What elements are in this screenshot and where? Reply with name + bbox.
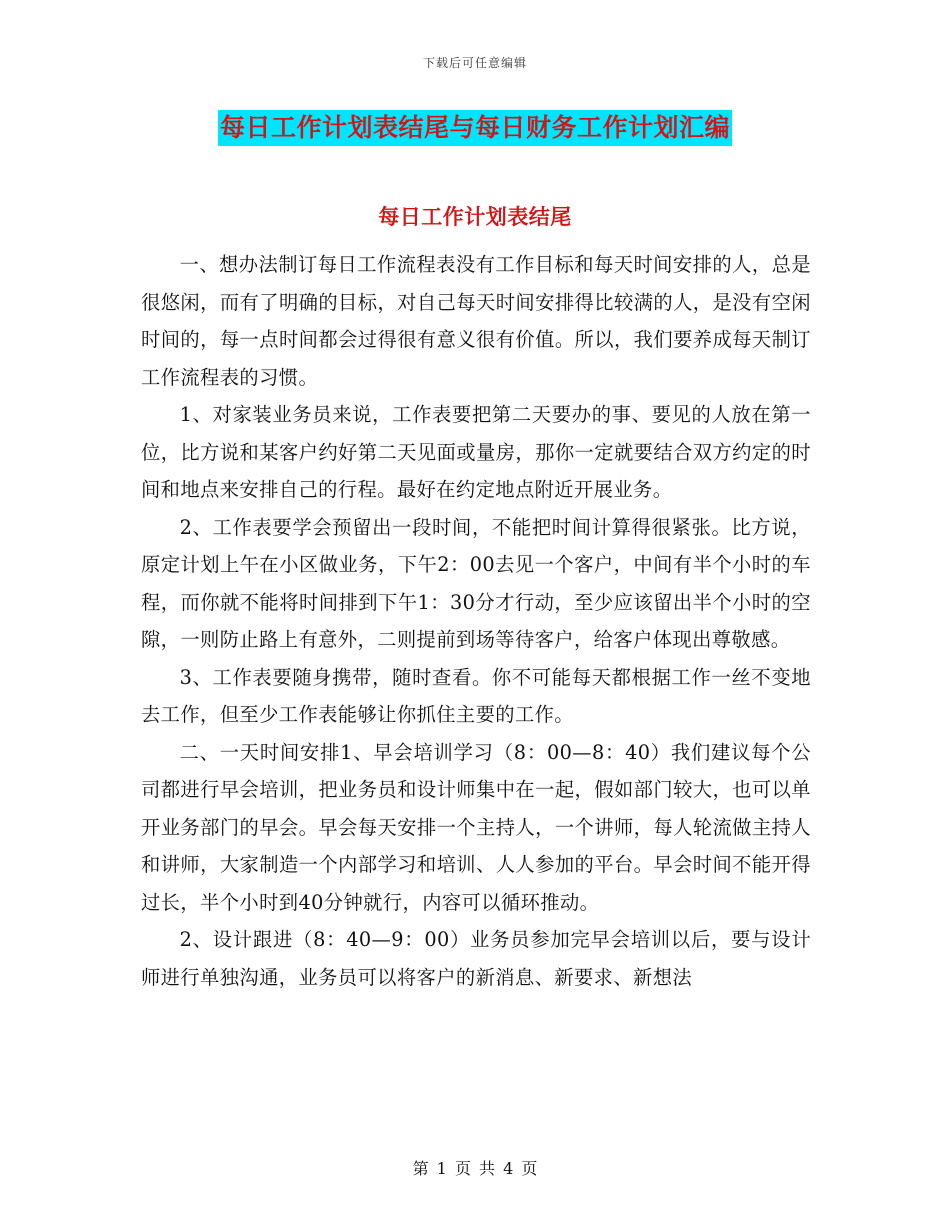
paragraph-1: 一、想办法制订每日工作流程表没有工作目标和每天时间安排的人，总是很悠闲，而有了明确的目标，对自己每天时间安排得比较满的人，是没有空闲时间的，每一点时间都会过得很有意义很有价值。所以，我们要养成每天制订工作流程表的习惯。 [141,253,811,389]
document-body [141,246,811,996]
paragraph-6: 2、设计跟进（8：40—9：00）业务员参加完早会培训以后，要与设计师进行单独沟通，业务员可以将客户的新消息、新要求、新想法 [141,928,811,989]
document-title [0,110,950,149]
document-title-text: 每日工作计划表结尾与每日财务工作计划汇编 [218,110,732,146]
paragraph-4: 3、工作表要随身携带，随时查看。你不可能每天都根据工作一丝不变地去工作，但至少工作表能够让你抓住主要的工作。 [141,665,811,726]
page-number: 第 1 页 共 4 页 [412,1159,538,1178]
header-note: 下载后可任意编辑 [422,56,527,70]
paragraph-5: 二、一天时间安排1、早会培训学习（8：00—8：40）我们建议每个公司都进行早会培训，把业务员和设计师集中在一起，假如部门较大，也可以单开业务部门的早会。早会每天安排一个主持人，一个讲师，每人轮流做主持人和讲师，大家制造一个内部学习和培训、人人参加的平台。早会时间不能开得过长，半个小时到40分钟就行，内容可以循环推动。 [141,740,811,914]
paragraph-3: 2、工作表要学会预留出一段时间，不能把时间计算得很紧张。比方说，原定计划上午在小区做业务，下午2：00去见一个客户，中间有半个小时的车程，而你就不能将时间排到下午1：30分才行动，至少应该留出半个小时的空隙，一则防止路上有意外，二则提前到场等待客户，给客户体现出尊敬感。 [141,515,811,651]
section-title: 每日工作计划表结尾 [378,204,572,229]
paragraph-2: 1、对家装业务员来说，工作表要把第二天要办的事、要见的人放在第一位，比方说和某客户约好第二天见面或量房，那你一定就要结合双方约定的时间和地点来安排自己的行程。最好在约定地点附近开展业务。 [141,403,811,501]
